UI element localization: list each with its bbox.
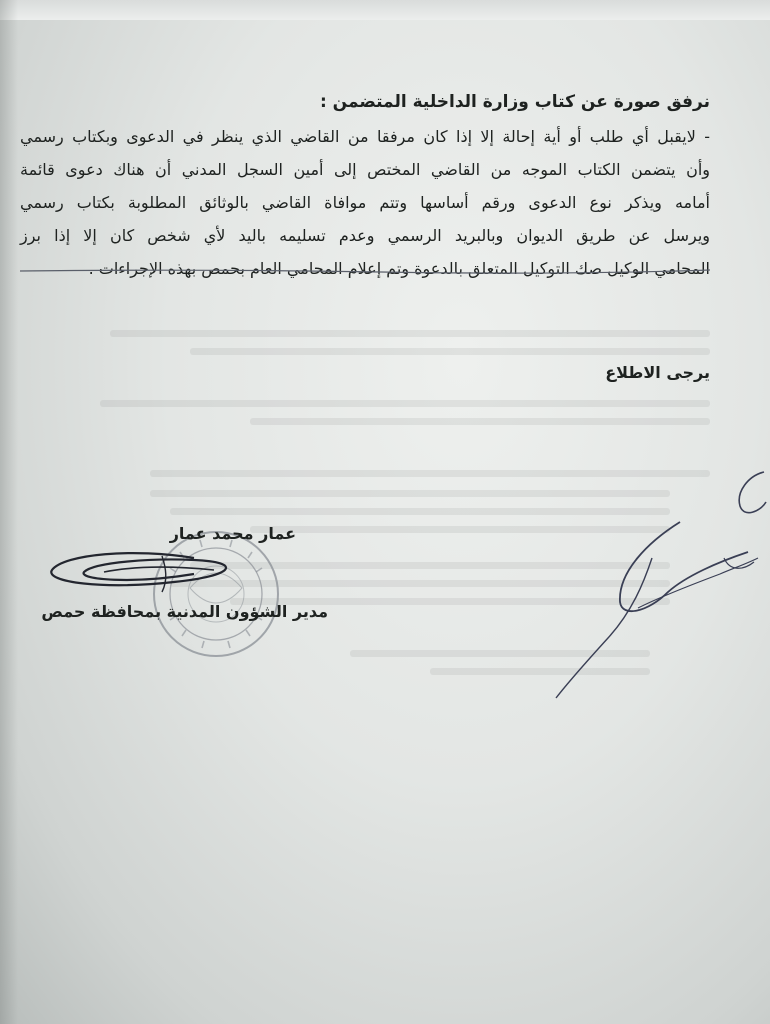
- page-top-edge: [0, 0, 770, 20]
- paragraph-line: وأن يتضمن الكتاب الموجه من القاضي المختص إلى أمين السجل المدني أن هناك دعوى قائمة: [20, 160, 710, 179]
- paragraph-line: - لايقبل أي طلب أو أية إحالة إلا إذا كان مرفقا من القاضي الذي ينظر في الدعوى وبكتاب رسمي: [20, 127, 710, 146]
- paragraph-line: المحامي الوكيل صك التوكيل المتعلق بالدعوة وتم إعلام المحامي العام بحمص بهذه الإجراءات .: [88, 259, 710, 278]
- handwritten-underline: [20, 268, 710, 274]
- handwritten-signature: [548, 462, 770, 702]
- letter-body: [20, 88, 710, 285]
- closing-line: يرجى الاطلاع: [605, 363, 710, 382]
- paragraph-line: ويرسل عن طريق الديوان وبالبريد الرسمي وعدم تسليمه باليد لأي شخص كان إلا إذا برز: [20, 226, 710, 245]
- signer-name: عمار محمد عمار: [169, 524, 296, 543]
- letter-heading: نرفق صورة عن كتاب وزارة الداخلية المتضمن :: [319, 92, 710, 112]
- signer-title: مدير الشؤون المدنية بمحافظة حمص: [41, 602, 328, 621]
- signature-scribble: [44, 548, 244, 598]
- page-shadow: [0, 0, 18, 1024]
- letter-paragraph: [20, 120, 710, 285]
- paragraph-line: أمامه ويذكر نوع الدعوى ورقم أساسها وتتم موافاة القاضي بالوثائق المطلوبة بكتاب رسمي: [20, 193, 710, 212]
